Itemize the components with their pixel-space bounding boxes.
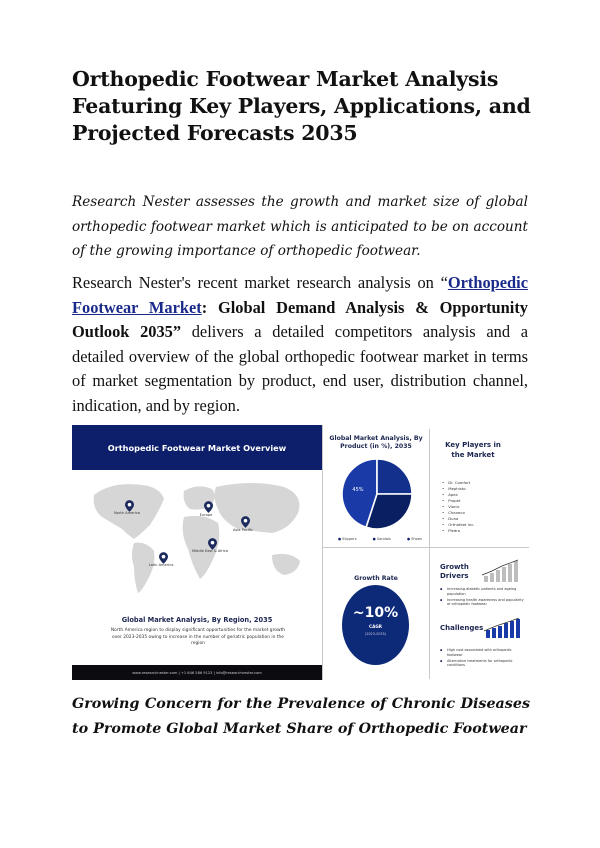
world-map — [72, 473, 322, 603]
challenge: ▪ High cost associated with orthopedic footwear — [440, 648, 526, 658]
legend-item: ● Shoes — [407, 537, 422, 541]
region-analysis-description: North America region to display significant opportunities for the market growth over 2023-2035 owing to increase in the number of geriatric population in the region — [110, 628, 286, 646]
challenge: ▪ Alternative treatments for orthopedic conditions — [440, 659, 526, 669]
body-paragraph — [72, 271, 528, 418]
body-text-pre: Research Nester's recent market research analysis on “ — [72, 273, 448, 292]
divider — [322, 547, 529, 548]
growth-chart-icon — [480, 559, 520, 583]
section-heading: Growing Concern for the Prevalence of Chronic Diseases to Promote Global Market Share of Orthopedic Footwear — [72, 696, 530, 737]
key-player: • Mephisto — [442, 486, 475, 492]
region-label-asia-pacific: Asia Pacific — [232, 528, 254, 532]
growth-drivers-list — [440, 587, 526, 608]
region-label-north-america: North America — [113, 511, 141, 515]
key-player: • Vionic — [442, 504, 475, 510]
pie-data-label: 45% — [352, 486, 364, 493]
cagr-value: ~10% — [352, 605, 399, 621]
contact-footer: www.researchnester.com | +1 646 586 9123 | info@researchnester.com — [72, 665, 322, 680]
key-players-title: Key Players in the Market — [445, 441, 501, 459]
cagr-label: CAGR — [369, 624, 382, 629]
lead-paragraph: Research Nester assesses the growth and market size of global orthopedic footwear market which is anticipated to be on account of the growing importance of orthopedic footwear. — [72, 194, 528, 259]
divider — [429, 429, 430, 679]
growth-rate-title: Growth Rate — [354, 575, 398, 582]
key-player: • Duna — [442, 516, 475, 522]
key-player: • Piedro — [442, 528, 475, 534]
product-analysis-title: Global Market Analysis, By Product (in %), 2035 — [329, 435, 423, 450]
region-label-middle-east-africa: Middle East & Africa — [191, 549, 229, 553]
pie-slice-sandals — [377, 459, 412, 494]
overview-title: Orthopedic Footwear Market Overview — [72, 425, 322, 470]
cagr-years: (2023-2035) — [364, 632, 387, 636]
body-text-post: delivers a detailed competitors analysis and a detailed overview of the global orthopedic footwear market in terms of market segmentation by product, end user, distribution channel, indication, and by region. — [72, 322, 528, 415]
growth-driver: ▪ Increasing diabetic patients and ageing population — [440, 587, 526, 597]
growth-drivers-title: Growth Drivers — [440, 563, 469, 580]
key-player: • Apex — [442, 492, 475, 498]
challenges-title: Challenges — [440, 624, 484, 632]
challenges-chart-icon — [482, 618, 520, 638]
growth-driver: ▪ Increasing health awareness and popularity of orthopedic footwear — [440, 598, 526, 608]
overview-panel — [72, 425, 322, 680]
key-player: • Chaneco — [442, 510, 475, 516]
article-title: Orthopedic Footwear Market Analysis Featuring Key Players, Applications, and Projected Forecasts 2035 — [72, 67, 531, 145]
market-report-link[interactable]: Orthopedic Footwear Market — [72, 273, 528, 317]
legend-item: ● Slippers — [338, 537, 357, 541]
market-infographic — [72, 425, 530, 680]
key-player: • Propet — [442, 498, 475, 504]
legend-item: ● Sandals — [373, 537, 391, 541]
region-label-europe: Europe — [199, 513, 213, 517]
pie-legend — [330, 537, 430, 541]
challenges-list — [440, 648, 526, 669]
divider — [322, 425, 323, 680]
region-label-latin-america: Latin America — [148, 563, 174, 567]
key-player: • Dr. Comfort — [442, 480, 475, 486]
report-title-bold: : Global Demand Analysis & Opportunity Outlook 2035” — [72, 297, 528, 341]
key-players-list — [442, 480, 475, 534]
cagr-badge — [342, 585, 409, 665]
region-analysis-title: Global Market Analysis, By Region, 2035 — [121, 616, 273, 624]
key-player: • Orthofeet Inc. — [442, 522, 475, 528]
product-pie-chart — [340, 456, 414, 532]
